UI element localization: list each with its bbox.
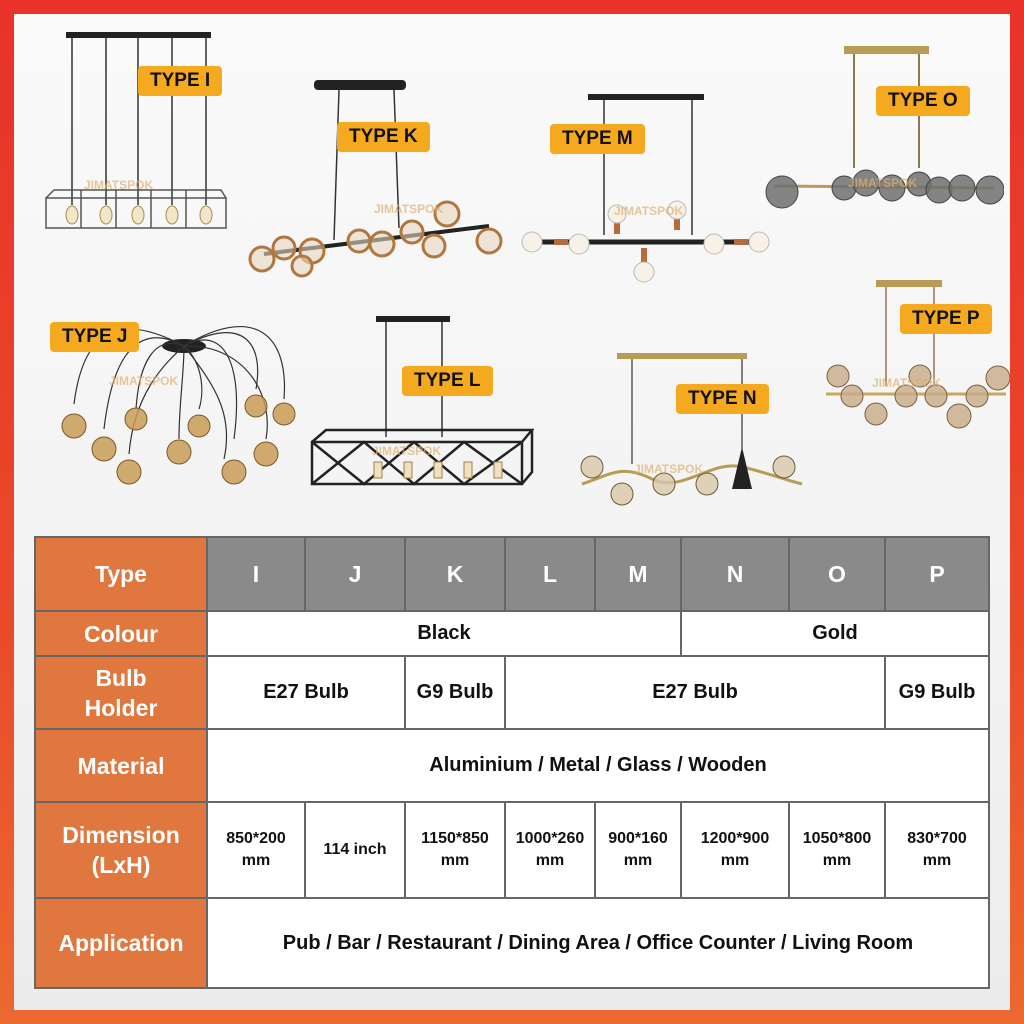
row-dimension bbox=[35, 802, 989, 898]
colour-black: Black bbox=[207, 611, 681, 656]
lamp-type-i-image bbox=[36, 30, 236, 250]
type-col: N bbox=[681, 537, 789, 611]
dimension-value: 900*160 bbox=[608, 830, 668, 847]
dimension-unit: mm bbox=[922, 852, 952, 869]
label-type-j: TYPE J bbox=[50, 322, 139, 352]
type-col: O bbox=[789, 537, 885, 611]
label-type-n: TYPE N bbox=[676, 384, 769, 414]
type-col: J bbox=[305, 537, 405, 611]
row-head-type: Type bbox=[35, 537, 207, 611]
dimension-value: 1150*850 bbox=[421, 830, 489, 847]
bulb-e27-b: E27 Bulb bbox=[505, 656, 885, 729]
lamp-type-p-image bbox=[814, 266, 1010, 436]
bulb-g9-b: G9 Bulb bbox=[885, 656, 989, 729]
row-head-material: Material bbox=[35, 729, 207, 802]
watermark: JIMATSPOK bbox=[374, 202, 444, 216]
bulb-e27-a: E27 Bulb bbox=[207, 656, 405, 729]
label-type-i: TYPE I bbox=[138, 66, 222, 96]
row-head-bulb-holder bbox=[35, 656, 207, 729]
label-type-o: TYPE O bbox=[876, 86, 970, 116]
label-type-l: TYPE L bbox=[402, 366, 493, 396]
type-col: K bbox=[405, 537, 505, 611]
row-head-dimension-line2: (LxH) bbox=[91, 852, 151, 878]
watermark: JIMATSPOK bbox=[372, 444, 442, 458]
row-head-bulb-line2: Holder bbox=[84, 694, 158, 721]
dimension-cell bbox=[405, 802, 505, 898]
row-head-dimension-line1: Dimension bbox=[62, 822, 180, 848]
type-col: L bbox=[505, 537, 595, 611]
product-panel bbox=[14, 14, 1010, 1010]
dimension-value: 1200*900 bbox=[700, 830, 770, 847]
dimension-cell bbox=[789, 802, 885, 898]
lamp-type-l-image bbox=[304, 312, 534, 502]
watermark: JIMATSPOK bbox=[84, 178, 154, 192]
dimension-unit: mm bbox=[623, 852, 653, 869]
dimension-unit: mm bbox=[440, 852, 470, 869]
material-value: Aluminium / Metal / Glass / Wooden bbox=[207, 729, 989, 802]
label-type-m: TYPE M bbox=[550, 124, 645, 154]
dimension-cell bbox=[305, 802, 405, 898]
watermark: JIMATSPOK bbox=[634, 462, 704, 476]
spec-table bbox=[34, 536, 990, 989]
bulb-g9-a: G9 Bulb bbox=[405, 656, 505, 729]
dimension-unit: mm bbox=[720, 852, 750, 869]
row-head-dimension bbox=[35, 802, 207, 898]
dimension-cell bbox=[681, 802, 789, 898]
dimension-value: 850*200 bbox=[226, 830, 286, 847]
lamp-type-o-image bbox=[744, 38, 1004, 218]
watermark: JIMATSPOK bbox=[872, 376, 942, 390]
label-type-k: TYPE K bbox=[337, 122, 430, 152]
type-col: P bbox=[885, 537, 989, 611]
row-material bbox=[35, 729, 989, 802]
row-colour bbox=[35, 611, 989, 656]
dimension-value: 1000*260 bbox=[515, 830, 585, 847]
row-head-colour: Colour bbox=[35, 611, 207, 656]
dimension-cell bbox=[505, 802, 595, 898]
type-col: M bbox=[595, 537, 681, 611]
dimension-unit: mm bbox=[535, 852, 565, 869]
type-col: I bbox=[207, 537, 305, 611]
dimension-cell bbox=[885, 802, 989, 898]
application-value: Pub / Bar / Restaurant / Dining Area / Office Counter / Living Room bbox=[207, 898, 989, 988]
row-type bbox=[35, 537, 989, 611]
watermark: JIMATSPOK bbox=[848, 176, 918, 190]
row-application bbox=[35, 898, 989, 988]
dimension-value: 830*700 bbox=[907, 830, 967, 847]
dimension-value: 114 inch bbox=[323, 841, 387, 858]
row-head-bulb-line1: Bulb bbox=[95, 664, 147, 691]
row-head-application: Application bbox=[35, 898, 207, 988]
watermark: JIMATSPOK bbox=[614, 204, 684, 218]
colour-gold: Gold bbox=[681, 611, 989, 656]
dimension-unit: mm bbox=[822, 852, 852, 869]
lamp-type-n-image bbox=[562, 339, 812, 514]
lamp-type-k-image bbox=[234, 66, 504, 281]
watermark: JIMATSPOK bbox=[109, 374, 179, 388]
dimension-value: 1050*800 bbox=[802, 830, 872, 847]
dimension-unit: mm bbox=[241, 852, 271, 869]
dimension-cell bbox=[595, 802, 681, 898]
dimension-cell bbox=[207, 802, 305, 898]
label-type-p: TYPE P bbox=[900, 304, 992, 334]
row-bulb-holder bbox=[35, 656, 989, 729]
